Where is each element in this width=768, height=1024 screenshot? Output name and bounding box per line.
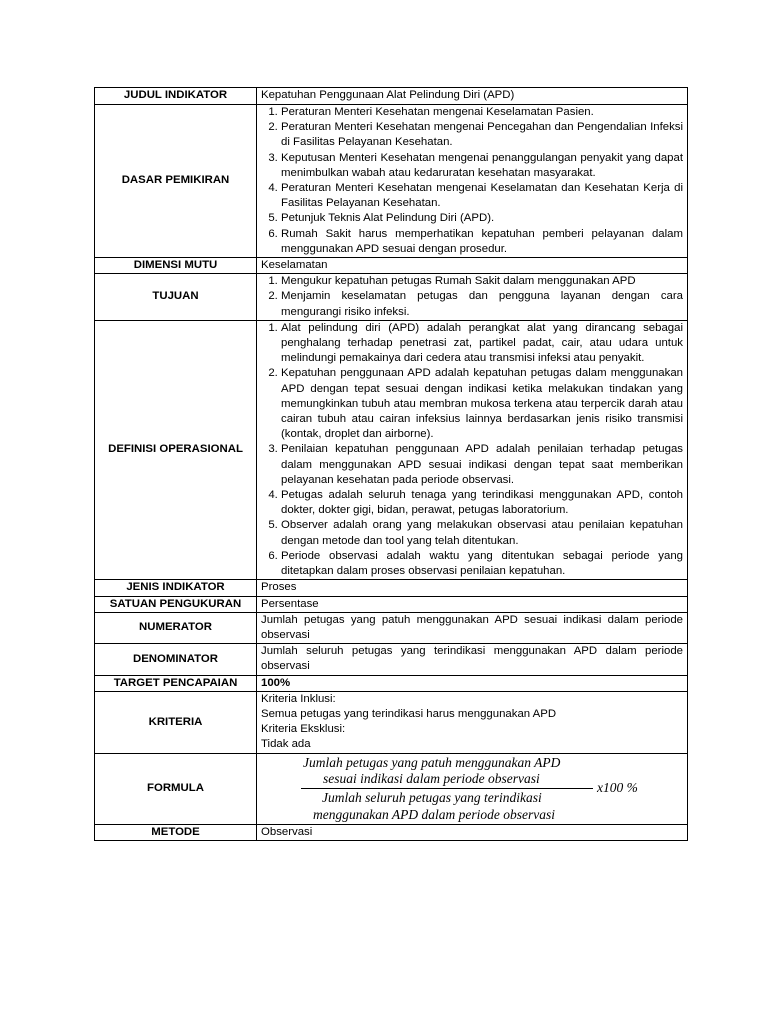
label-metode: METODE: [95, 824, 257, 840]
value-judul: Kepatuhan Penggunaan Alat Pelindung Diri (APD): [257, 88, 688, 105]
label-numerator: NUMERATOR: [95, 612, 257, 643]
list-item: 2. Kepatuhan penggunaan APD adalah kepatuhan petugas dalam menggunakan APD dengan tepat sesuai dengan indikasi ketika melakukan tindakan yang memungkinkan tubuh atau membran mukosa terkena atau terpercik darah atau cairan tubuh atau cairan infeksius lainnya berdasarkan jenis risiko transmisi (kontak, droplet dan airborne).: [281, 366, 683, 442]
value-satuan: Persentase: [257, 596, 688, 612]
list-item: 6. Rumah Sakit harus memperhatikan kepatuhan pemberi pelayanan dalam menggunakan APD sesuai dengan prosedur.: [281, 227, 683, 257]
list-item: 4. Petugas adalah seluruh tenaga yang terindikasi menggunakan APD, contoh dokter, dokter gigi, bidan, perawat, petugas laboratorium.: [281, 488, 683, 518]
value-jenis: Proses: [257, 580, 688, 596]
value-dimensi: Keselamatan: [257, 258, 688, 274]
list-item: 2. Menjamin keselamatan petugas dan pengguna layanan dengan cara mengurangi risiko infeksi.: [281, 289, 683, 319]
label-kriteria: KRITERIA: [95, 691, 257, 753]
row-denominator: [95, 644, 688, 675]
formula-denominator-line2: menggunakan APD dalam periode observasi: [313, 806, 555, 822]
label-dimensi: DIMENSI MUTU: [95, 258, 257, 274]
row-judul: [95, 88, 688, 105]
value-target: 100%: [257, 675, 688, 691]
label-definisi: DEFINISI OPERASIONAL: [95, 320, 257, 579]
list-item: 4. Peraturan Menteri Kesehatan mengenai Keselamatan dan Kesehatan Kerja di Fasilitas Pelayanan Kesehatan.: [281, 181, 683, 211]
label-denominator: DENOMINATOR: [95, 644, 257, 675]
kriteria-inklusi-label: Kriteria Inklusi:: [261, 692, 336, 705]
formula-denominator-line1: Jumlah seluruh petugas yang terindikasi: [322, 789, 542, 805]
row-jenis: [95, 580, 688, 596]
list-item: 3. Penilaian kepatuhan penggunaan APD adalah penilaian terhadap petugas dalam menggunakan APD sesuai indikasi dengan tepat saat memberikan pelayanan kesehatan pada periode observasi.: [281, 442, 683, 488]
list-item: 6. Periode observasi adalah waktu yang ditentukan sebagai periode yang ditetapkan dalam proses observasi penilaian kepatuhan.: [281, 549, 683, 579]
kriteria-inklusi-value: Semua petugas yang terindikasi harus menggunakan APD: [261, 707, 557, 720]
row-numerator: [95, 612, 688, 643]
row-kriteria: [95, 691, 688, 753]
list-item: 1. Alat pelindung diri (APD) adalah perangkat alat yang dirancang sebagai penghalang terhadap penetrasi zat, partikel padat, cair, atau udara untuk melindungi pemakainya dari cedera atau transmisi infeksi atau penyakit.: [281, 321, 683, 367]
fraction-bar: [301, 788, 593, 789]
label-dasar: DASAR PEMIKIRAN: [95, 105, 257, 258]
formula-numerator-line2: sesuai indikasi dalam periode observasi: [323, 770, 540, 786]
tujuan-list: [261, 274, 683, 320]
label-judul: JUDUL INDIKATOR: [95, 88, 257, 105]
indicator-document: [94, 87, 688, 841]
formula-numerator-line1: Jumlah petugas yang patuh menggunakan APD: [303, 754, 561, 770]
row-metode: [95, 824, 688, 840]
row-formula: [95, 753, 688, 824]
definisi-list: [261, 321, 683, 579]
row-target: [95, 675, 688, 691]
kriteria-eksklusi-value: Tidak ada: [261, 738, 311, 751]
row-dimensi: [95, 258, 688, 274]
value-metode: Observasi: [257, 824, 688, 840]
kriteria-eksklusi-label: Kriteria Eksklusi:: [261, 723, 346, 736]
label-formula: FORMULA: [95, 753, 257, 824]
formula-multiplier: x100 %: [597, 779, 638, 795]
list-item: 5. Observer adalah orang yang melakukan observasi atau penilaian kepatuhan dengan metode dan tool yang telah ditentukan.: [281, 518, 683, 548]
indicator-table: [94, 87, 688, 841]
label-target: TARGET PENCAPAIAN: [95, 675, 257, 691]
list-item: 5. Petunjuk Teknis Alat Pelindung Diri (APD).: [281, 211, 683, 226]
value-denominator: Jumlah seluruh petugas yang terindikasi menggunakan APD dalam periode observasi: [257, 644, 688, 675]
label-tujuan: TUJUAN: [95, 274, 257, 321]
row-tujuan: [95, 274, 688, 321]
row-definisi: [95, 320, 688, 579]
list-item: 1. Peraturan Menteri Kesehatan mengenai Keselamatan Pasien.: [281, 105, 683, 120]
label-jenis: JENIS INDIKATOR: [95, 580, 257, 596]
formula: [261, 754, 683, 824]
list-item: 2. Peraturan Menteri Kesehatan mengenai Pencegahan dan Pengendalian Infeksi di Fasilitas Pelayanan Kesehatan.: [281, 120, 683, 150]
value-numerator: Jumlah petugas yang patuh menggunakan APD sesuai indikasi dalam periode observasi: [257, 612, 688, 643]
list-item: 3. Keputusan Menteri Kesehatan mengenai penanggulangan penyakit yang dapat menimbulkan wabah atau kedaruratan kesehatan masyarakat.: [281, 151, 683, 181]
label-satuan: SATUAN PENGUKURAN: [95, 596, 257, 612]
dasar-list: [261, 105, 683, 257]
row-satuan: [95, 596, 688, 612]
row-dasar: [95, 105, 688, 258]
list-item: 1. Mengukur kepatuhan petugas Rumah Sakit dalam menggunakan APD: [281, 274, 683, 289]
